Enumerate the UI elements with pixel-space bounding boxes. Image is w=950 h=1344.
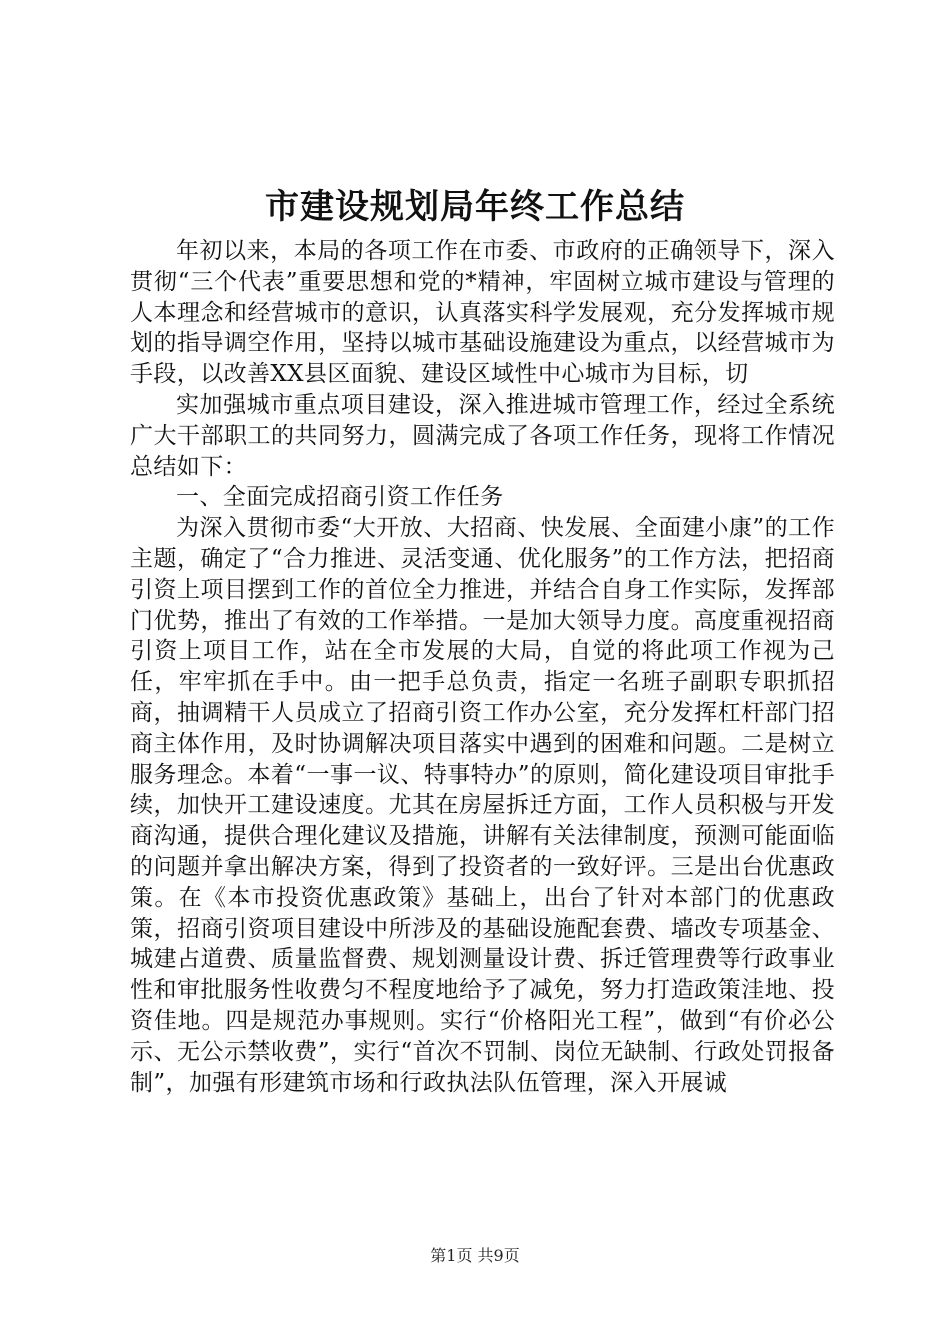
paragraph-investment: 为深入贯彻市委“大开放、大招商、快发展、全面建小康”的工作主题，确定了“合力推进、灵活变通、优化服务”的工作方法，把招商引资上项目摆到工作的首位全力推进，并结合自身工作实际，发挥部门优势，推出了有效的工作举措。一是加大领导力度。高度重视招商引资上项目工作，站在全市发展的大局，自觉的将此项工作视为己任，牢牢抓在手中。由一把手总负责，指定一名班子副职专职抓招商，抽调精干人员成立了招商引资工作办公室，充分发挥杠杆部门招商主体作用，及时协调解决项目落实中遇到的困难和问题。二是树立服务理念。本着“一事一议、特事特办”的原则，简化建设项目审批手续，加快开工建设速度。尤其在房屋拆迁方面，工作人员积极与开发商沟通，提供合理化建议及措施，讲解有关法律制度，预测可能面临的问题并拿出解决方案，得到了投资者的一致好评。三是出台优惠政策。在《本市投资优惠政策》基础上，出台了针对本部门的优惠政策，招商引资项目建设中所涉及的基础设施配套费、墙改专项基金、城建占道费、质量监督费、规划测量设计费、拆迁管理费等行政事业性和审批服务性收费匀不程度地给予了减免，努力打造政策洼地、投资佳地。四是规范办事规则。实行“价格阳光工程”，做到“有价必公示、无公示禁收费”，实行“首次不罚制、岗位无缺制、行政处罚报备制”，加强有形建筑市场和行政执法队伍管理，深入开展诚 <box>130 515 835 1096</box>
page-number-footer: 第1页 共9页 <box>430 1246 520 1265</box>
document-title: 市建设规划局年终工作总结 <box>265 187 685 227</box>
paragraph-intro: 年初以来，本局的各项工作在市委、市政府的正确领导下，深入贯彻“三个代表”重要思想和党的*精神，牢固树立城市建设与管理的人本理念和经营城市的意识，认真落实科学发展观，充分发挥城市规划的指导调空作用，坚持以城市基础设施建设为重点，以经营城市为手段，以改善XX县区面貌、建设区域性中心城市为目标，切 <box>130 238 835 388</box>
section-heading: 一、全面完成招商引资工作任务 <box>176 484 504 511</box>
document-body <box>130 236 835 1098</box>
paragraph-continuation: 实加强城市重点项目建设，深入推进城市管理工作，经过全系统广大干部职工的共同努力，圆满完成了各项工作任务，现将工作情况总结如下： <box>130 391 835 480</box>
